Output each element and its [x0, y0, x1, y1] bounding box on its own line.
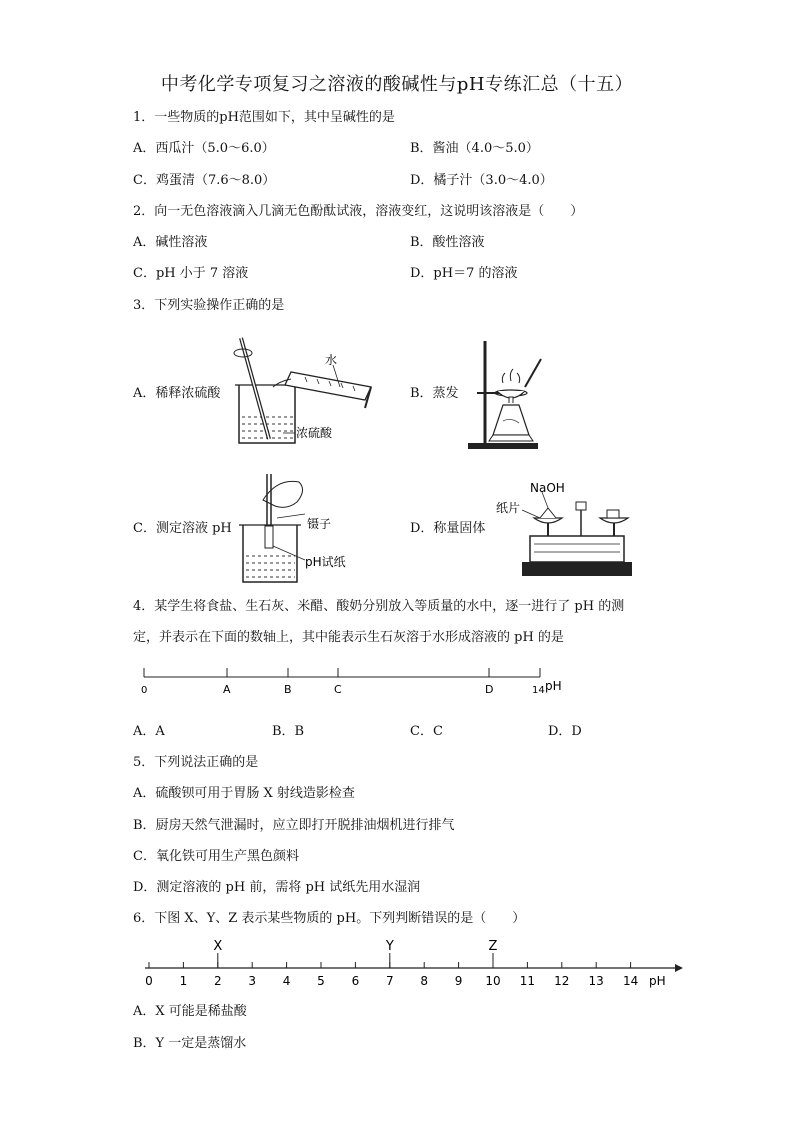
dilute-acid-figure [225, 335, 385, 450]
fig-c-tweezers-label: 镊子 [307, 517, 332, 531]
q6-axis-tick-label: 4 [282, 974, 291, 988]
q1-option-a: A．西瓜汁（5.0～6.0） [133, 141, 275, 156]
q1-stem: 1．一些物质的pH范围如下，其中呈碱性的是 [133, 110, 395, 125]
q3-stem: 3．下列实验操作正确的是 [133, 298, 285, 313]
q6-axis-tick-label: 1 [179, 974, 188, 988]
q5-stem: 5．下列说法正确的是 [133, 755, 259, 770]
q5-option-b: B．厨房天然气泄漏时，应立即打开脱排油烟机进行排气 [133, 818, 455, 833]
q4-ph-axis [130, 660, 580, 700]
q4-option-a: A．A [133, 724, 165, 739]
q2-option-b: B．酸性溶液 [410, 235, 485, 250]
q6-mark-label: X [213, 939, 223, 954]
q3-option-d: D．称量固体 [410, 521, 486, 536]
q4-option-c: C．C [410, 724, 443, 739]
q6-axis-tick-label: 6 [351, 974, 360, 988]
q2-stem: 2．向一无色溶液滴入几滴无色酚酞试液，溶液变红，这说明该溶液是（ ） [133, 204, 584, 219]
q3-option-c: C．测定溶液 pH [133, 521, 232, 536]
fig-d-paper-label: 纸片 [496, 501, 521, 515]
q6-axis-tick-label: 9 [454, 974, 463, 988]
q1-option-b: B．酱油（4.0～5.0） [410, 141, 539, 156]
q6-axis-tick-label: 8 [420, 974, 429, 988]
q6-axis-tick-label: 10 [485, 974, 501, 988]
q6-stem: 6．下图 X、Y、Z 表示某些物质的 pH。下列判断错误的是（ ） [133, 911, 526, 926]
q2-option-a: A．碱性溶液 [133, 235, 208, 250]
q5-option-c: C．氧化铁可用生产黑色颜料 [133, 849, 299, 864]
q6-mark-label: Z [488, 939, 498, 954]
q1-option-d: D．橘子汁（3.0～4.0） [410, 173, 553, 188]
q6-axis-tick-label: 0 [145, 974, 153, 988]
q6-ph-axis [135, 935, 695, 993]
q4-point-d: D [485, 683, 494, 696]
fig-d-naoh-label: NaOH [530, 481, 565, 495]
q6-axis-tick-label: 13 [588, 974, 604, 988]
q3-option-b: B．蒸发 [410, 386, 459, 401]
q5-option-d: D．测定溶液的 pH 前，需将 pH 试纸先用水湿润 [133, 880, 421, 895]
evaporation-figure [463, 335, 563, 453]
q2-option-d: D．pH＝7 的溶液 [410, 266, 518, 281]
fig-a-water-label: 水 [325, 353, 338, 367]
ph-test-figure [225, 470, 365, 590]
page-title: 中考化学专项复习之溶液的酸碱性与pH专练汇总（十五） [160, 74, 634, 95]
q4-point-c: C [334, 683, 342, 696]
q4-option-d: D．D [548, 724, 582, 739]
q6-axis-tick-label: 12 [554, 974, 570, 988]
fig-a-acid-label: 浓硫酸 [296, 426, 333, 440]
q6-axis-tick-label: 14 [622, 974, 639, 988]
q6-axis-tick-label: 2 [213, 974, 222, 988]
q6-option-b: B．Y 一定是蒸馏水 [133, 1036, 247, 1051]
q4-axis-start: 0 [141, 685, 148, 696]
weighing-figure [492, 478, 642, 580]
q4-point-b: B [284, 683, 292, 696]
fig-c-paper-label: pH试纸 [305, 555, 346, 569]
q4-stem-line1: 4．某学生将食盐、生石灰、米醋、酸奶分别放入等质量的水中，逐一进行了 pH 的测 [133, 599, 625, 614]
q4-axis-unit: pH [545, 679, 562, 693]
q6-axis-tick-label: 3 [248, 974, 257, 988]
q4-stem-line2: 定，并表示在下面的数轴上，其中能表示生石灰溶于水形成溶液的 pH 的是 [133, 630, 564, 645]
q3-option-a: A．稀释浓硫酸 [133, 386, 221, 401]
q5-option-a: A．硫酸钡可用于胃肠 X 射线造影检查 [133, 786, 355, 801]
q6-option-a: A．X 可能是稀盐酸 [133, 1004, 247, 1019]
q6-axis-unit: pH [649, 974, 666, 988]
q6-axis-tick-label: 5 [317, 974, 325, 988]
q6-mark-label: Y [385, 939, 394, 954]
q6-axis-tick-label: 11 [519, 974, 536, 988]
q4-point-a: A [223, 683, 231, 696]
q1-option-c: C．鸡蛋清（7.6～8.0） [133, 173, 276, 188]
q2-option-c: C．pH 小于 7 溶液 [133, 266, 249, 281]
q4-option-b: B．B [272, 724, 305, 739]
q4-axis-end: 14 [532, 685, 545, 696]
q6-axis-tick-label: 7 [385, 974, 394, 988]
